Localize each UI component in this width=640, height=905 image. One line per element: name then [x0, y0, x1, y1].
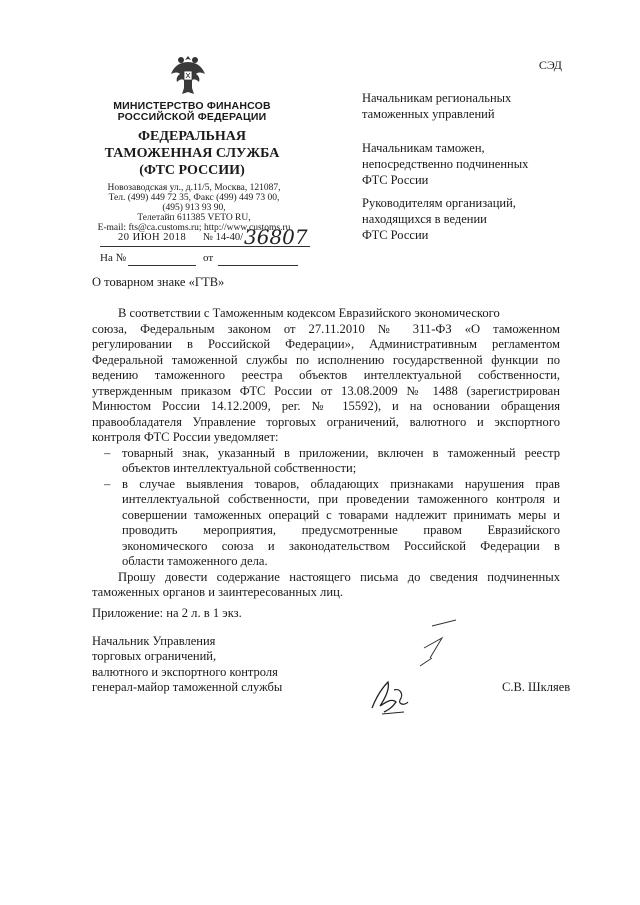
bullet-line: объектов интеллектуальной собственности;: [122, 461, 357, 475]
service-name-line-2: ТАМОЖЕННАЯ СЛУЖБА: [104, 146, 280, 161]
ministry-name-line-1: МИНИСТЕРСТВО ФИНАНСОВ: [113, 100, 271, 112]
recipient-group-3: [362, 195, 592, 243]
bullet-line: интеллектуальной собственности, при проведении таможенного контроля и: [122, 492, 560, 506]
service-name-line-3: (ФТС РОССИИ): [139, 163, 245, 178]
contact-phone-2: (495) 913 93 90,: [162, 203, 226, 213]
body-line: В соответствии с Таможенным кодексом Евразийского экономического: [118, 306, 500, 320]
reference-from-label: от: [203, 252, 214, 264]
bullet-dash: –: [104, 446, 111, 460]
recipient-line: Начальникам региональных: [362, 91, 512, 105]
letter-subject: О товарном знаке «ГТВ»: [92, 275, 225, 289]
signer-position-line: торговых ограничений,: [92, 649, 217, 663]
bullet-line: совершении таможенных операций с товарами надлежит принимать меры и: [122, 508, 560, 522]
recipient-line: ФТС России: [362, 228, 429, 242]
reference-line: [100, 252, 305, 270]
body-line: Федеральной таможенной службы по исполнению государственной функции по: [92, 353, 560, 367]
reference-number-label: На №: [100, 252, 127, 264]
contact-teletype: Телетайп 611385 VETO RU,: [137, 213, 251, 223]
body-line: правообладателя Управление торговых ограничений, валютного и экспортного: [92, 415, 560, 429]
signer-name: С.В. Шкляев: [502, 680, 571, 694]
attachment-note: Приложение: на 2 л. в 1 экз.: [92, 606, 242, 620]
bullet-line: области таможенного дела.: [122, 554, 268, 568]
body-line: Минюстом России 14.12.2009, рег. № 15592), и на основании обращения: [92, 399, 560, 413]
closing-line: таможенных органов и заинтересованных лиц.: [92, 585, 343, 599]
recipient-line: Руководителям организаций,: [362, 196, 516, 210]
ministry-name-line-2: РОССИЙСКОЙ ФЕДЕРАЦИИ: [117, 111, 267, 123]
recipient-line: находящихся в ведении: [362, 212, 487, 226]
bullet-line: в случае выявления товаров, обладающих признаками нарушения прав: [122, 477, 560, 491]
bullet-line: товарный знак, указанный в приложении, включен в таможенный реестр: [122, 446, 560, 460]
body-line: ведению таможенного реестра объектов интеллектуальной собственности,: [92, 368, 560, 382]
service-name-line-1: ФЕДЕРАЛЬНАЯ: [137, 129, 246, 144]
handwritten-signature: [360, 618, 470, 723]
signer-position-line: валютного и экспортного контроля: [92, 665, 278, 679]
reference-date-blank: [218, 265, 298, 266]
bullet-line: проводить мероприятия, предусмотренные правом Евразийского: [122, 523, 560, 537]
contact-email-web: E-mail: fts@ca.customs.ru; http://www.customs.ru: [97, 223, 291, 233]
contact-address: Новозаводская ул., д.11/5, Москва, 121087,: [107, 183, 281, 193]
body-line: регулировании в Российской Федерации», Административным регламентом: [92, 337, 560, 351]
body-line: контроля ФТС России уведомляет:: [92, 430, 279, 444]
reference-number-blank: [128, 265, 196, 266]
bullet-line: экономического союза и законодательством Российской Федерации в: [122, 539, 560, 553]
recipient-line: Начальникам таможен,: [362, 141, 485, 155]
sed-mark: СЭД: [538, 58, 562, 72]
recipient-group-1: [362, 90, 592, 122]
signer-position-line: Начальник Управления: [92, 634, 216, 648]
registration-number-label: № 14-40/: [203, 232, 244, 243]
closing-line: Прошу довести содержание настоящего письма до сведения подчиненных: [118, 570, 560, 584]
recipient-group-2: [362, 140, 592, 188]
bullet-dash: –: [104, 477, 111, 491]
coat-of-arms-emblem: [168, 52, 208, 98]
body-line: союза, Федеральным законом от 27.11.2010 № 311-ФЗ «О таможенном: [92, 322, 560, 336]
registration-date: 20 ИЮН 2018: [118, 232, 187, 243]
recipient-line: таможенных управлений: [362, 107, 495, 121]
contact-phone-fax: Тел. (499) 449 72 35, Факс (499) 449 73 00,: [108, 193, 280, 203]
registration-underline: [100, 246, 310, 247]
recipient-line: ФТС России: [362, 173, 429, 187]
body-line: утвержденным приказом ФТС России от 13.08.2009 № 1488 (зарегистрирован: [92, 384, 560, 398]
registration-number-handwritten: 36807: [244, 225, 308, 249]
signer-position-line: генерал-майор таможенной службы: [92, 680, 283, 694]
recipient-line: непосредственно подчиненных: [362, 157, 529, 171]
